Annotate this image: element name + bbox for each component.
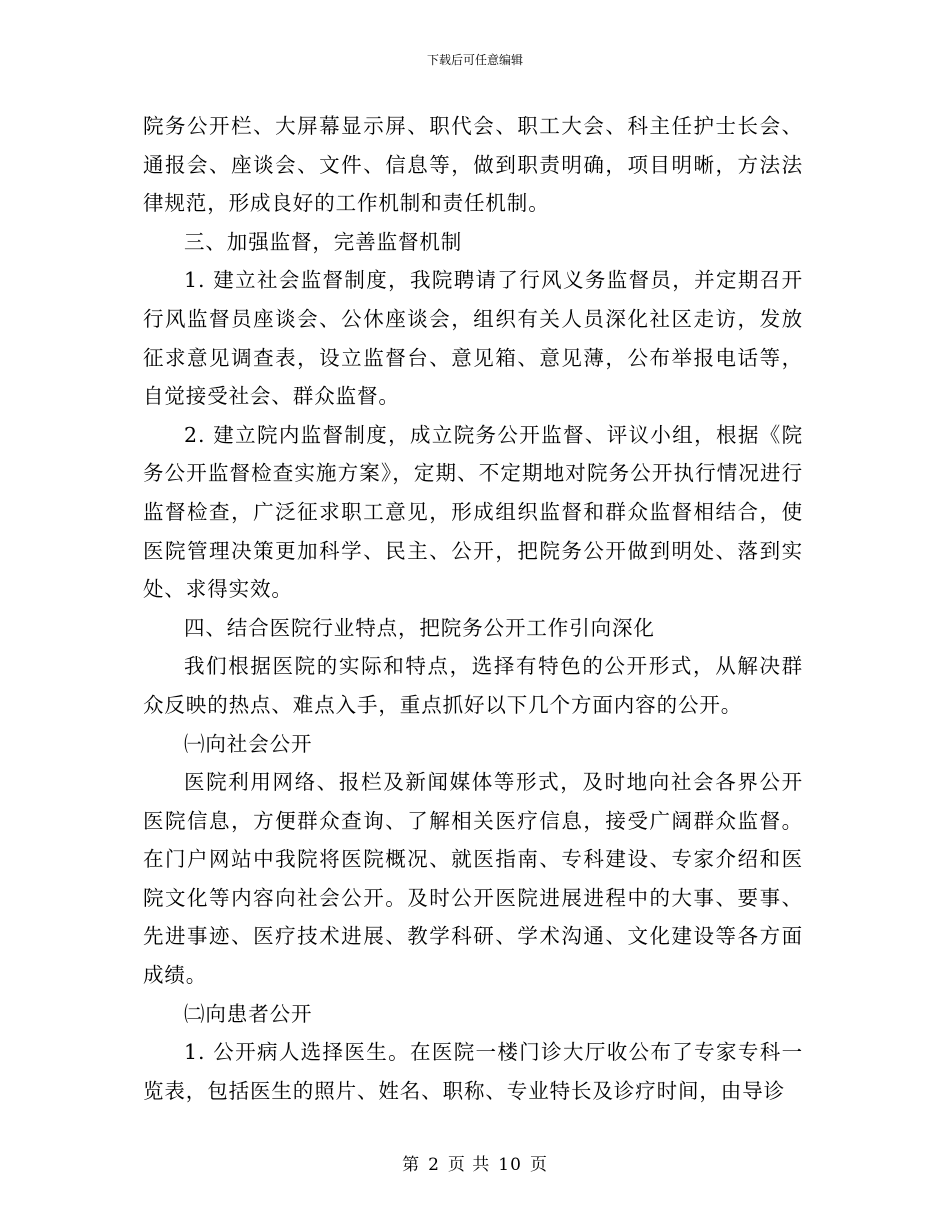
section-heading-3: 三、加强监督，完善监督机制 xyxy=(184,229,463,254)
footer-page-number: 2 xyxy=(428,1155,440,1175)
footer-prefix: 第 xyxy=(402,1155,421,1175)
subheading-patients: ㈡向患者公开 xyxy=(184,1001,313,1026)
paragraph-social-supervision: 1. 建立社会监督制度，我院聘请了行风义务监督员，并定期召开行风监督员座谈会、公休座谈会，组织有关人员深化社区走访，发放征求意见调查表，设立监督台、意见箱、意见薄，公布举报电话等，自觉接受社会、群众监督。 xyxy=(143,268,803,409)
paragraph-intro: 我们根据医院的实际和特点，选择有特色的公开形式，从解决群众反映的热点、难点入手，重点抓好以下几个方面内容的公开。 xyxy=(143,654,803,717)
subheading-public: ㈠向社会公开 xyxy=(184,731,313,756)
paragraph-1: 院务公开栏、大屏幕显示屏、职代会、职工大会、科主任护士长会、通报会、座谈会、文件、信息等，做到职责明确，项目明晰，方法法律规范，形成良好的工作机制和责任机制。 xyxy=(143,114,803,216)
section-heading-4: 四、结合医院行业特点，把院务公开工作引向深化 xyxy=(184,615,655,640)
footer-total-pages: 10 xyxy=(498,1155,522,1175)
footer-middle: 页 共 xyxy=(447,1155,491,1175)
paragraph-internal-supervision: 2. 建立院内监督制度，成立院务公开监督、评议小组，根据《院务公开监督检查实施方案》，定期、不定期地对院务公开执行情况进行监督检查，广泛征求职工意见，形成组织监督和群众监督相结合，使医院管理决策更加科学、民主、公开，把院务公开做到明处、落到实处、求得实效。 xyxy=(143,422,803,602)
paragraph-public-disclosure: 医院利用网络、报栏及新闻媒体等形式，及时地向社会各界公开医院信息，方便群众查询、了解相关医疗信息，接受广阔群众监督。在门户网站中我院将医院概况、就医指南、专科建设、专家介绍和医院文化等内容向社会公开。及时公开医院进展进程中的大事、要事、先进事迹、医疗技术进展、教学科研、学术沟通、文化建设等各方面成绩。 xyxy=(143,770,803,988)
footer-suffix: 页 xyxy=(529,1155,548,1175)
page-header: 下载后可任意编辑 xyxy=(426,53,523,67)
paragraph-doctor-selection: 1. 公开病人选择医生。在医院一楼门诊大厅收公布了专家专科一览表，包括医生的照片、姓名、职称、专业特长及诊疗时间，由导诊 xyxy=(143,1040,803,1103)
document-body xyxy=(143,107,803,1110)
page-footer xyxy=(0,1154,950,1176)
